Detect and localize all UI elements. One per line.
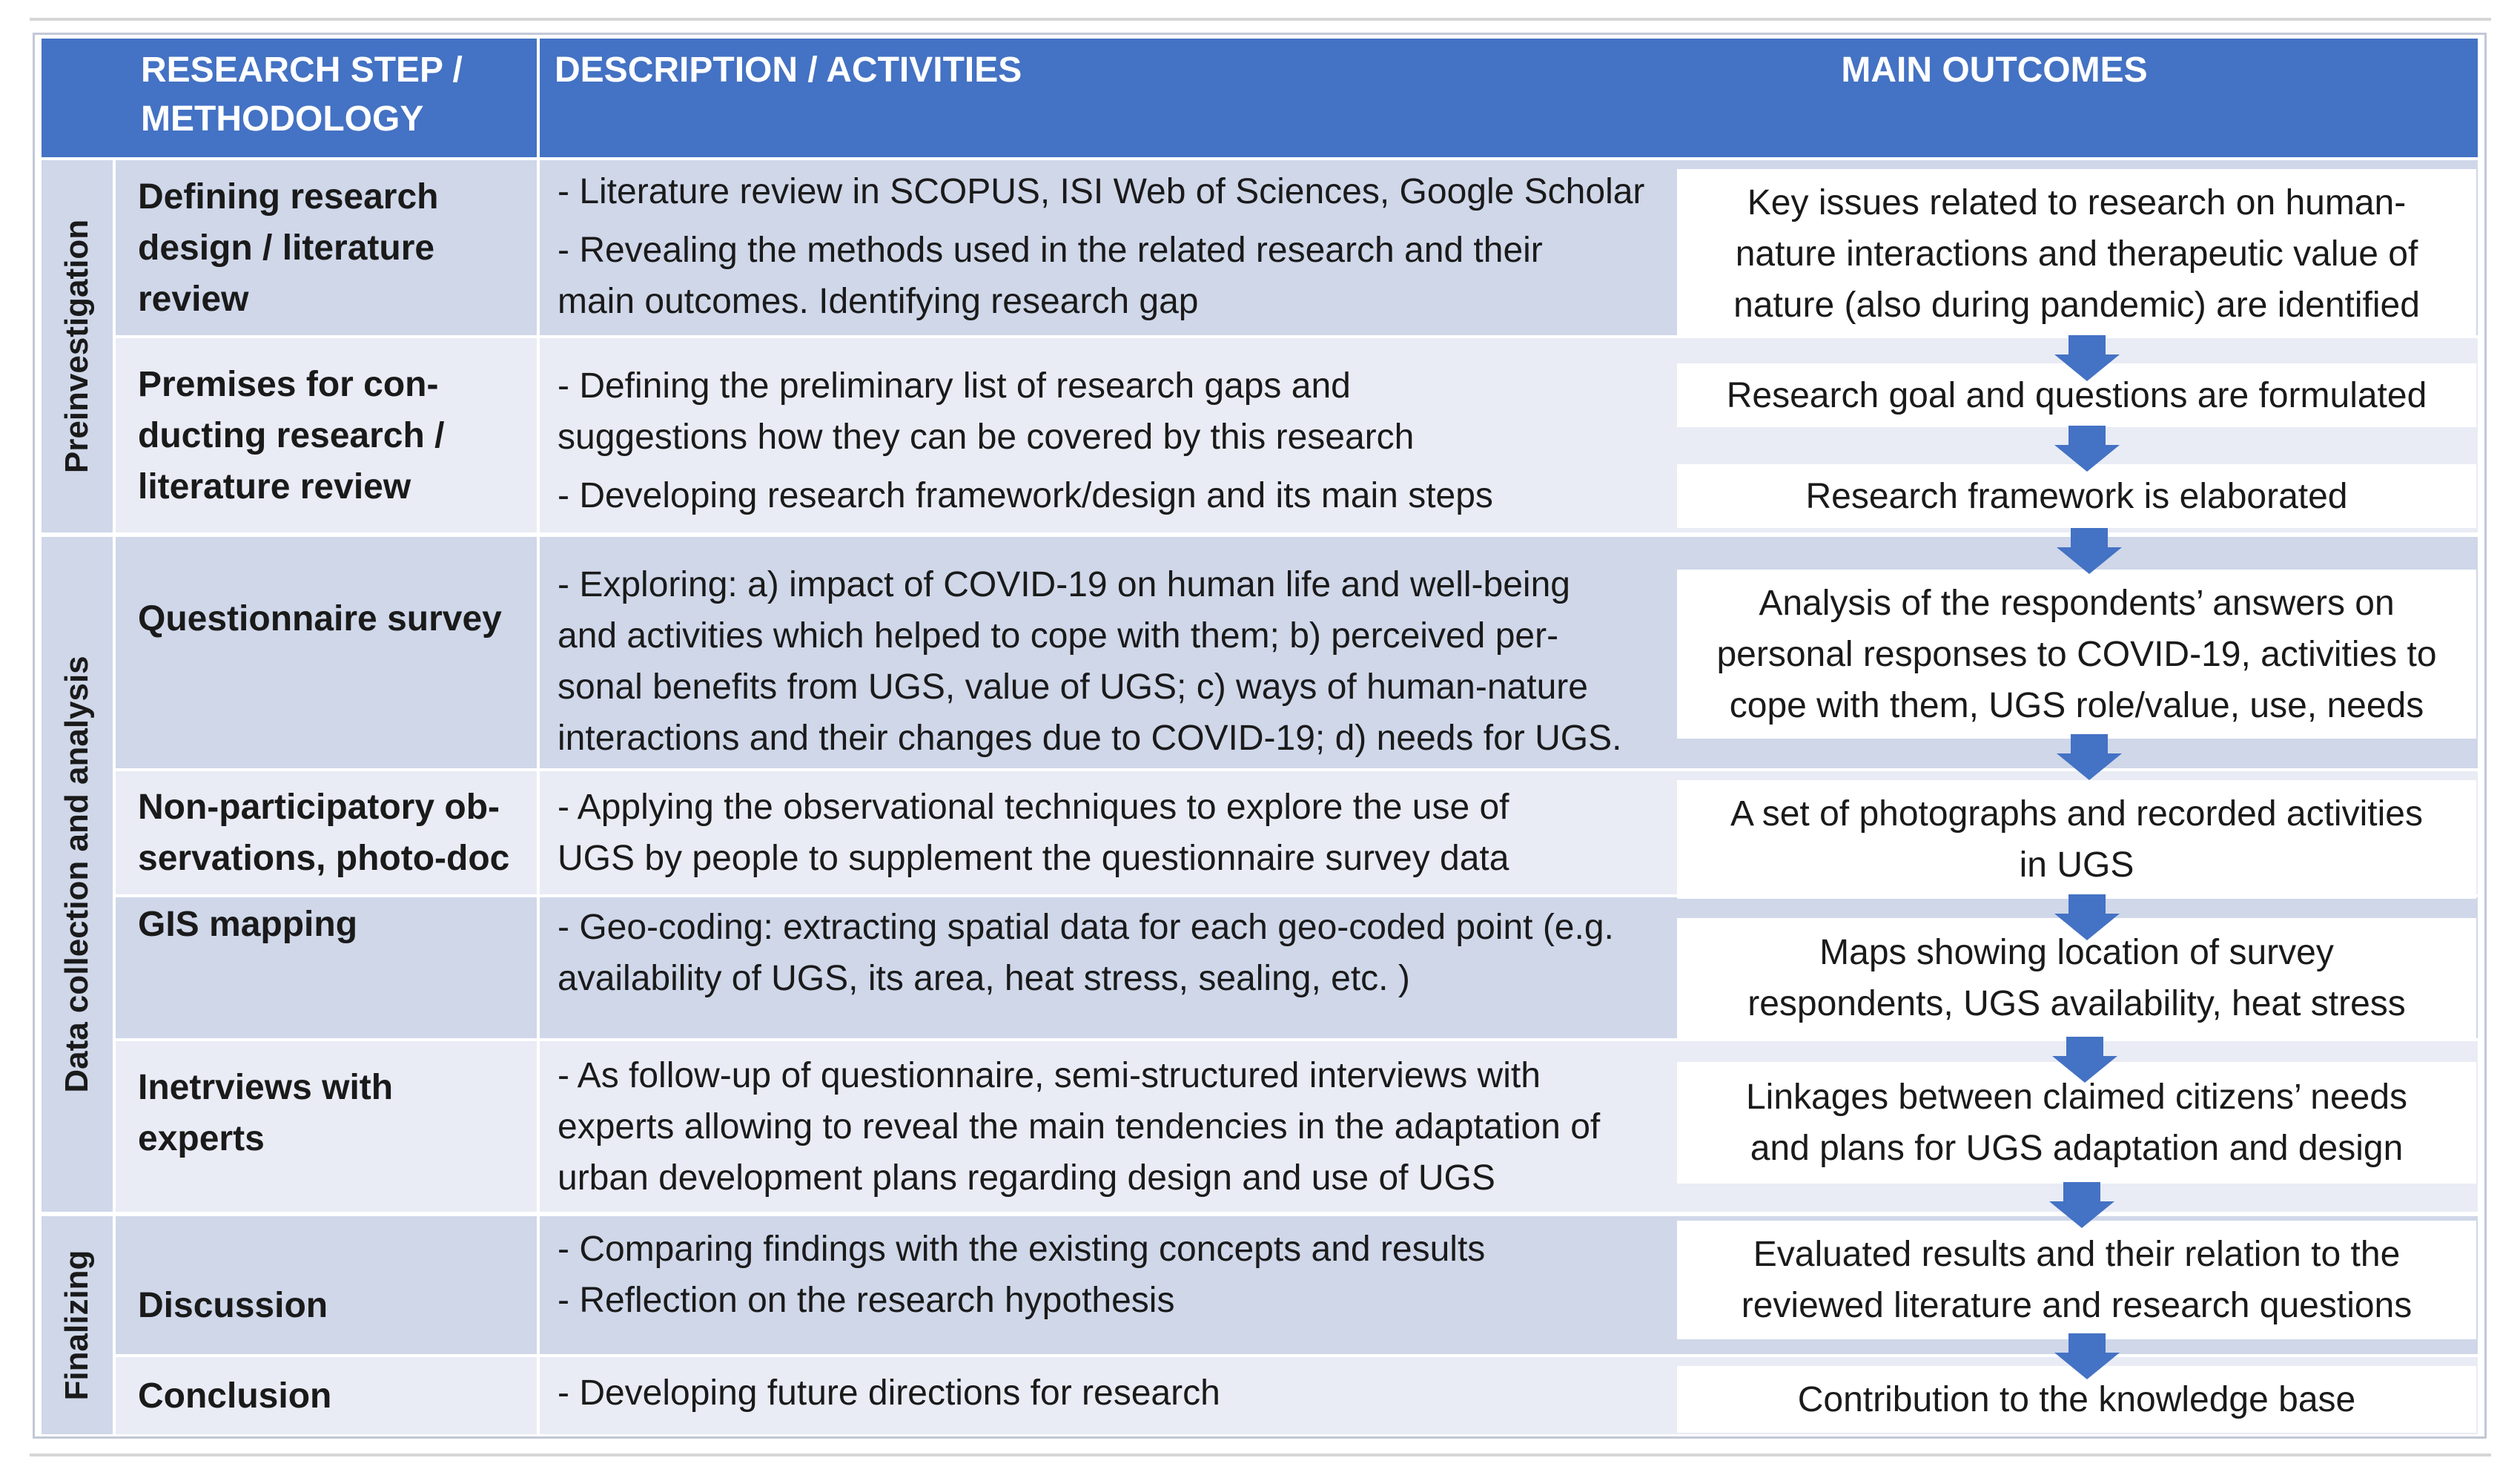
desc-questionnaire-line-3: sonal benefits from UGS, value of UGS; c) ways of human-nature (558, 667, 1588, 707)
step-defining-line-3: review (138, 279, 249, 319)
step-observations-line-1: Non-participatory ob- (138, 788, 500, 827)
desc-interviews-line-3: urban development plans regarding design and use of UGS (558, 1158, 1495, 1198)
phase-data-collection (42, 537, 113, 1212)
desc-questionnaire-line-4: interactions and their changes due to COVID-19; d) needs for UGS. (558, 719, 1622, 758)
phase-finalizing-label: Finalizing (59, 1250, 95, 1401)
top-rule (30, 18, 2491, 21)
desc-interviews-line-1: - As follow-up of questionnaire, semi-structured interviews with (558, 1056, 1541, 1095)
desc-observations-line-1: - Applying the observational techniques to explore the use of (558, 788, 1509, 827)
desc-interviews (540, 1046, 1676, 1210)
outcome-contribution-line-1: Contribution to the knowledge base (1797, 1379, 2356, 1419)
step-discussion-line-1: Discussion (138, 1285, 328, 1325)
outcome-linkages-line-1: Linkages between claimed citizens’ needs (1745, 1078, 2408, 1117)
outcome-photos (1677, 780, 2476, 899)
desc-conclusion-bullet-1 (558, 1367, 1676, 1419)
step-observations-line-2: servations, photo-doc (138, 839, 510, 878)
step-interviews-line-2: experts (138, 1119, 265, 1158)
outcome-evaluated-line-1: Evaluated results and their relation to the (1753, 1235, 2401, 1274)
desc-questionnaire-line-2: and activities which helped to cope with them; b) perceived per- (558, 616, 1559, 656)
step-premises-line-2: ducting research / (138, 415, 445, 455)
outcome-maps-line-1: Maps showing location of survey (1819, 933, 2334, 972)
step-gis-mapping (116, 899, 537, 955)
desc-observations (540, 777, 1676, 893)
phase-data-collection-label: Data collection and analysis (59, 656, 95, 1093)
desc-gis-line-2: availability of UGS, its area, heat stress, sealing, etc. ) (558, 959, 1410, 998)
desc-defining (540, 162, 1676, 334)
desc-discussion (540, 1219, 1676, 1353)
header-separator (537, 39, 540, 157)
outcome-key-issues-line-1: Key issues related to research on human- (1747, 182, 2407, 222)
outcome-linkages-line-2: and plans for UGS adaptation and design (1750, 1129, 2404, 1168)
desc-premises-1-line-1: - Defining the preliminary list of research gaps and (558, 366, 1351, 406)
step-premises (116, 338, 537, 532)
step-questionnaire-survey (116, 537, 537, 700)
step-interviews-line-1: Inetrviews with (138, 1068, 394, 1107)
outcome-maps-line-2: respondents, UGS availability, heat stress (1747, 984, 2406, 1023)
outcome-framework-line-1: Research framework is elaborated (1805, 476, 2348, 516)
desc-gis-line-1: - Geo-coding: extracting spatial data for each geo-coded point (e.g. (558, 908, 1614, 947)
phase-finalizing (42, 1216, 113, 1434)
desc-questionnaire-line-1: - Exploring: a) impact of COVID-19 on human life and well-being (558, 565, 1570, 604)
outcome-key-issues (1677, 169, 2476, 338)
outcome-key-issues-line-2: nature interactions and therapeutic value of (1735, 234, 2418, 274)
phase-preinvestigation-label: Preinvestigation (59, 219, 95, 474)
outcome-goal-line-1: Research goal and questions are formulated (1726, 375, 2427, 415)
desc-conclusion-line-1: - Developing future directions for research (558, 1373, 1220, 1413)
desc-observations-line-2: UGS by people to supplement the questionnaire survey data (558, 839, 1509, 878)
desc-interviews-bullet-1 (558, 1050, 1676, 1204)
desc-questionnaire-bullet-1 (558, 559, 1676, 764)
step-interviews (116, 1041, 537, 1185)
desc-discussion-bullet-2 (558, 1275, 1676, 1326)
desc-defining-bullet-1 (558, 166, 1676, 217)
step-defining-line-2: design / literature (138, 228, 435, 268)
bottom-rule (30, 1453, 2491, 1456)
outcome-evaluated (1677, 1221, 2476, 1339)
desc-interviews-line-2: experts allowing to reveal the main tendencies in the adaptation of (558, 1107, 1601, 1146)
outcome-key-issues-line-3: nature (also during pandemic) are identified (1733, 285, 2420, 325)
step-gis-line-1: GIS mapping (138, 905, 358, 944)
outcome-analysis (1677, 570, 2476, 739)
step-premises-line-3: literature review (138, 466, 411, 506)
outcome-evaluated-line-2: reviewed literature and research questions (1741, 1286, 2412, 1325)
step-questionnaire-line-1: Questionnaire survey (138, 598, 502, 638)
desc-conclusion (540, 1363, 1676, 1430)
outcome-analysis-line-2: personal responses to COVID-19, activities to (1716, 634, 2437, 674)
desc-premises-bullet-1 (558, 360, 1676, 463)
desc-premises-2-line-1: - Developing research framework/design and its main steps (558, 476, 1493, 515)
desc-defining-2-line-1: - Revealing the methods used in the related research and their (558, 231, 1543, 270)
header-description: DESCRIPTION / ACTIVITIES (555, 39, 1222, 98)
desc-discussion-bullet-1 (558, 1224, 1676, 1275)
outcome-analysis-line-1: Analysis of the respondents’ answers on (1759, 583, 2395, 623)
outcome-framework (1677, 464, 2476, 528)
desc-discussion-2-line-1: - Reflection on the research hypothesis (558, 1281, 1175, 1320)
step-observations (116, 771, 537, 894)
desc-gis (540, 897, 1676, 1037)
header-step-line-2: METHODOLOGY (141, 99, 424, 139)
step-conclusion (116, 1357, 537, 1434)
step-premises-line-1: Premises for con- (138, 364, 439, 404)
desc-premises-1-line-2: suggestions how they can be covered by this research (558, 418, 1415, 457)
phase-preinvestigation (42, 160, 113, 532)
desc-observations-bullet-1 (558, 782, 1676, 884)
desc-questionnaire (540, 555, 1676, 767)
desc-premises (540, 356, 1676, 531)
desc-defining-1-line-1: - Literature review in SCOPUS, ISI Web of Sciences, Google Scholar (558, 172, 1645, 211)
outcome-analysis-line-3: cope with them, UGS role/value, use, needs (1729, 685, 2424, 725)
header-step-line-1: RESEARCH STEP / (141, 50, 463, 90)
outcome-photos-line-1: A set of photographs and recorded activities (1730, 794, 2423, 834)
desc-gis-bullet-1 (558, 902, 1676, 1004)
outcome-photos-line-2: in UGS (2019, 845, 2134, 885)
desc-premises-bullet-2 (558, 470, 1676, 521)
desc-defining-2-line-2: main outcomes. Identifying research gap (558, 282, 1199, 321)
header-outcomes: MAIN OUTCOMES (1676, 39, 2313, 98)
header-step-methodology (141, 39, 526, 157)
desc-discussion-1-line-1: - Comparing findings with the existing concepts and results (558, 1230, 1486, 1269)
step-defining-line-1: Defining research (138, 176, 439, 217)
desc-defining-bullet-2 (558, 225, 1676, 327)
step-conclusion-line-1: Conclusion (138, 1376, 332, 1416)
step-discussion (116, 1261, 537, 1350)
step-defining-research-design (116, 160, 537, 335)
